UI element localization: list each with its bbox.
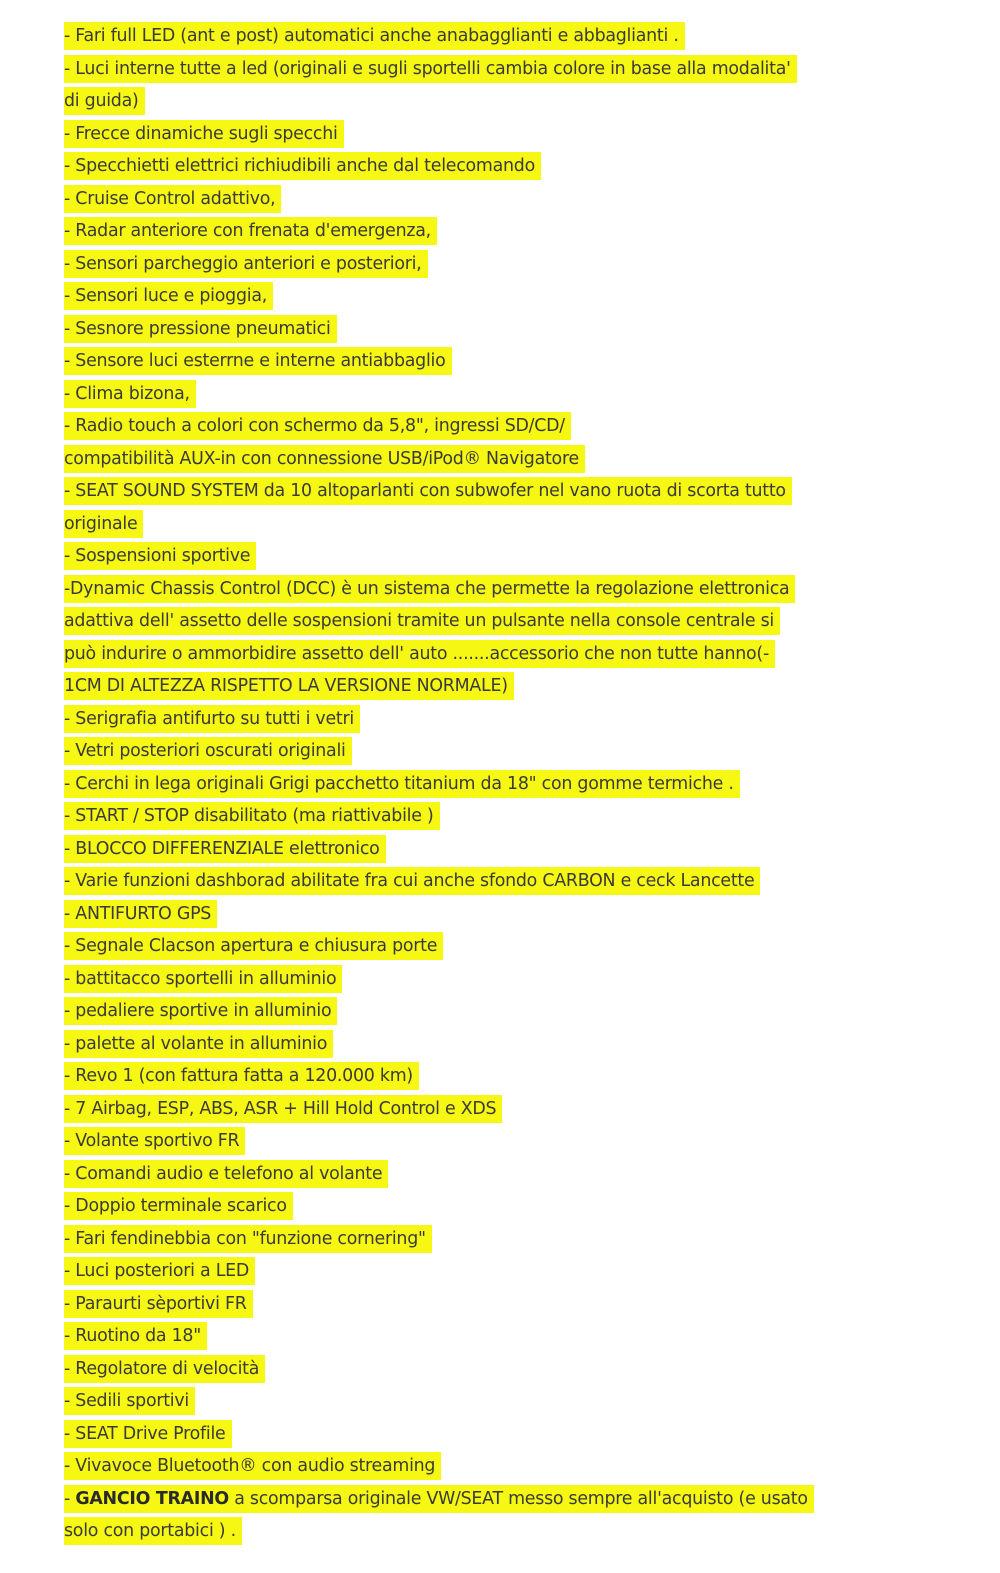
list-item bbox=[64, 573, 934, 606]
list-item-text: - ANTIFURTO GPS bbox=[64, 900, 217, 928]
list-item bbox=[64, 898, 934, 931]
list-item bbox=[64, 443, 934, 476]
list-item-text: - Vivavoce Bluetooth® con audio streaming bbox=[64, 1452, 441, 1480]
list-item bbox=[64, 85, 934, 118]
list-item bbox=[64, 378, 934, 411]
list-item-text: - Serigrafia antifurto su tutti i vetri bbox=[64, 705, 360, 733]
list-item-text: - Sensori luce e pioggia, bbox=[64, 282, 273, 310]
list-item-text: - battitacco sportelli in alluminio bbox=[64, 965, 342, 993]
list-item bbox=[64, 1353, 934, 1386]
list-item-text: - Ruotino da 18" bbox=[64, 1322, 207, 1350]
list-item-text: - SEAT Drive Profile bbox=[64, 1420, 232, 1448]
list-item bbox=[64, 833, 934, 866]
list-item bbox=[64, 1060, 934, 1093]
list-item bbox=[64, 313, 934, 346]
list-item-text: - 7 Airbag, ESP, ABS, ASR + Hill Hold Control e XDS bbox=[64, 1095, 502, 1123]
list-item bbox=[64, 508, 934, 541]
equipment-lines bbox=[64, 20, 934, 1483]
list-item-text: - Sedili sportivi bbox=[64, 1387, 195, 1415]
list-item-text: compatibilità AUX-in con connessione USB/iPod® Navigatore bbox=[64, 445, 585, 473]
list-item-text: - Comandi audio e telefono al volante bbox=[64, 1160, 388, 1188]
tow-hook-dash: - bbox=[64, 1488, 76, 1509]
list-item-text: - Cerchi in lega originali Grigi pacchetto titanium da 18" con gomme termiche . bbox=[64, 770, 740, 798]
list-item bbox=[64, 963, 934, 996]
list-item-text: - Vetri posteriori oscurati originali bbox=[64, 737, 352, 765]
list-item-text: - Segnale Clacson apertura e chiusura porte bbox=[64, 932, 443, 960]
list-item bbox=[64, 1255, 934, 1288]
list-item-text: - Paraurti sèportivi FR bbox=[64, 1290, 253, 1318]
list-item-text: 1CM DI ALTEZZA RISPETTO LA VERSIONE NORMALE) bbox=[64, 672, 514, 700]
list-item-text: - Volante sportivo FR bbox=[64, 1127, 245, 1155]
list-item-text: di guida) bbox=[64, 87, 145, 115]
list-item bbox=[64, 865, 934, 898]
list-item bbox=[64, 930, 934, 963]
list-item bbox=[64, 703, 934, 736]
list-item-text: - Specchietti elettrici richiudibili anche dal telecomando bbox=[64, 152, 541, 180]
list-item-text: può indurire o ammorbidire assetto dell' auto .......accessorio che non tutte hanno(- bbox=[64, 640, 775, 668]
list-item-text: - BLOCCO DIFFERENZIALE elettronico bbox=[64, 835, 386, 863]
list-item-text: - Revo 1 (con fattura fatta a 120.000 km) bbox=[64, 1062, 419, 1090]
list-item bbox=[64, 638, 934, 671]
list-item bbox=[64, 1125, 934, 1158]
list-item bbox=[64, 1385, 934, 1418]
list-item bbox=[64, 768, 934, 801]
list-item-text: - Radar anteriore con frenata d'emergenza, bbox=[64, 217, 437, 245]
list-item bbox=[64, 605, 934, 638]
list-item bbox=[64, 1450, 934, 1483]
list-item bbox=[64, 1158, 934, 1191]
list-item-text: - Cruise Control adattivo, bbox=[64, 185, 281, 213]
list-item-text: - palette al volante in alluminio bbox=[64, 1030, 333, 1058]
list-item bbox=[64, 20, 934, 53]
list-item bbox=[64, 118, 934, 151]
list-item-text: - Regolatore di velocità bbox=[64, 1355, 265, 1383]
list-item-tow-hook-continued bbox=[64, 1515, 934, 1548]
list-item-text: - Sospensioni sportive bbox=[64, 542, 256, 570]
list-item-text: - Sensore luci esterrne e interne antiabbaglio bbox=[64, 347, 452, 375]
list-item bbox=[64, 1093, 934, 1126]
tow-hook-description: a scomparsa originale VW/SEAT messo sempre all'acquisto (e usato bbox=[228, 1488, 808, 1509]
list-item-text: - pedaliere sportive in alluminio bbox=[64, 997, 337, 1025]
list-item-text: - Sesnore pressione pneumatici bbox=[64, 315, 337, 343]
list-item bbox=[64, 670, 934, 703]
list-item-text: - Luci posteriori a LED bbox=[64, 1257, 255, 1285]
list-item bbox=[64, 475, 934, 508]
list-item bbox=[64, 1288, 934, 1321]
list-item-text: originale bbox=[64, 510, 143, 538]
list-item bbox=[64, 800, 934, 833]
list-item bbox=[64, 248, 934, 281]
list-item bbox=[64, 1028, 934, 1061]
list-item-text: - Fari full LED (ant e post) automatici anche anabagglianti e abbaglianti . bbox=[64, 22, 685, 50]
list-item bbox=[64, 735, 934, 768]
list-item-text: - Fari fendinebbia con "funzione cornering" bbox=[64, 1225, 432, 1253]
list-item bbox=[64, 1223, 934, 1256]
list-item-text: - Frecce dinamiche sugli specchi bbox=[64, 120, 344, 148]
list-item-text: - Clima bizona, bbox=[64, 380, 196, 408]
list-item bbox=[64, 280, 934, 313]
list-item-tow-hook bbox=[64, 1483, 934, 1516]
list-item-text: - Luci interne tutte a led (originali e sugli sportelli cambia colore in base alla modalita' bbox=[64, 55, 797, 83]
list-item bbox=[64, 1190, 934, 1223]
list-item bbox=[64, 345, 934, 378]
tow-hook-bold-label: GANCIO TRAINO bbox=[75, 1488, 229, 1509]
list-item bbox=[64, 53, 934, 86]
list-item bbox=[64, 150, 934, 183]
list-item-text: - SEAT SOUND SYSTEM da 10 altoparlanti con subwofer nel vano ruota di scorta tutto bbox=[64, 477, 792, 505]
list-item bbox=[64, 995, 934, 1028]
tow-hook-description-continued: solo con portabici ) . bbox=[64, 1517, 242, 1545]
list-item bbox=[64, 410, 934, 443]
list-item bbox=[64, 183, 934, 216]
list-item-text: -Dynamic Chassis Control (DCC) è un sistema che permette la regolazione elettronica bbox=[64, 575, 795, 603]
equipment-list bbox=[64, 20, 934, 1548]
list-item bbox=[64, 540, 934, 573]
list-item-text: - Doppio terminale scarico bbox=[64, 1192, 293, 1220]
list-item-text: - Varie funzioni dashborad abilitate fra cui anche sfondo CARBON e ceck Lancette bbox=[64, 867, 760, 895]
list-item-text: - Sensori parcheggio anteriori e posteriori, bbox=[64, 250, 428, 278]
list-item-text: - Radio touch a colori con schermo da 5,8", ingressi SD/CD/ bbox=[64, 412, 571, 440]
list-item bbox=[64, 1320, 934, 1353]
list-item-text: - START / STOP disabilitato (ma riattivabile ) bbox=[64, 802, 440, 830]
list-item bbox=[64, 1418, 934, 1451]
list-item bbox=[64, 215, 934, 248]
list-item-text: adattiva dell' assetto delle sospensioni tramite un pulsante nella console centrale si bbox=[64, 607, 780, 635]
